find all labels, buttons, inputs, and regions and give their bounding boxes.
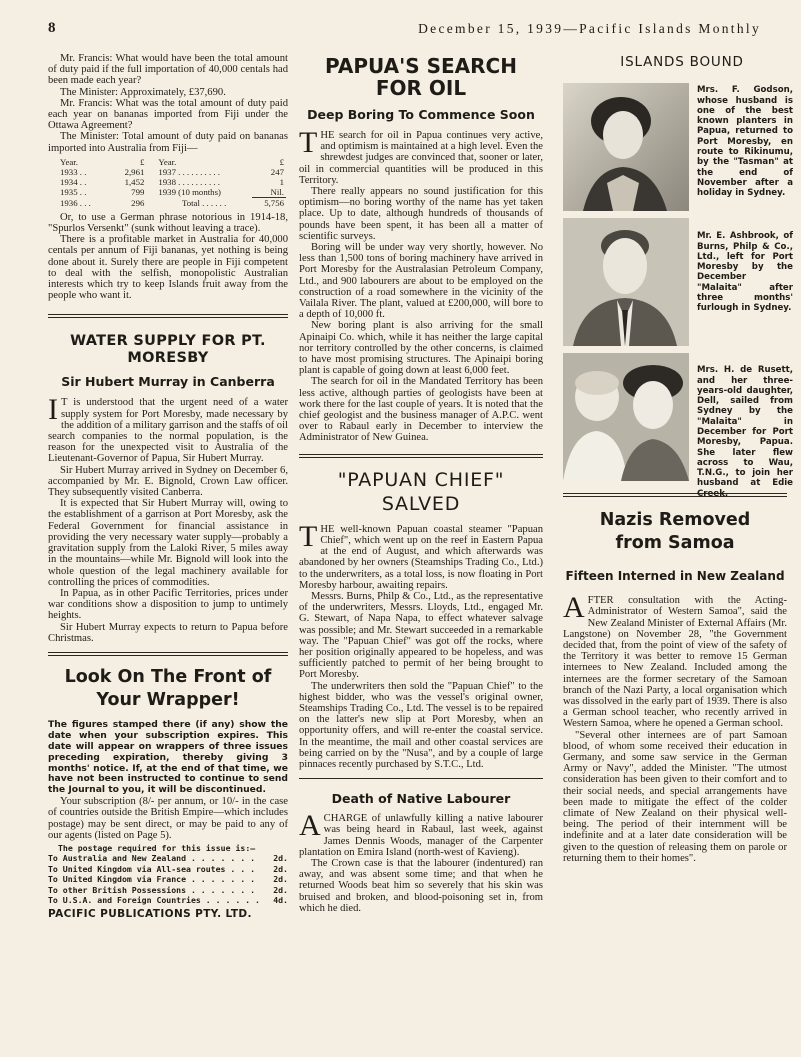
drop-cap: A <box>563 591 585 625</box>
table-row <box>58 187 286 198</box>
article-title <box>299 468 543 516</box>
postage-cost: 2d. <box>273 874 288 885</box>
portrait-photo-ashbrook <box>563 218 689 346</box>
section-divider <box>299 454 543 458</box>
paragraph: It is expected that Sir Hubert Murray will, owing to the establishment of a garrison at Port Moresby, ask the Federal Government for financial assistance in providing the very necessary water supply—probably a gravitation supply from the Laloki River, 5 miles away in the mountains—while Mr. Bignold will look into the whole question of the legal machinery available for controlling the prices of commodities. <box>48 498 288 588</box>
table-cell: 5,756 <box>252 197 286 208</box>
paragraph: The Minister: Total amount of duty paid on bananas imported into Australia from Fiji— <box>48 131 288 154</box>
paragraph: CHARGE of unlawfully killing a native labourer was being heard in Rabaul, last week, against James Dennis Woods, manager of the Carpenter plantation on Emira Island (north-west of Kavieng). <box>299 813 543 858</box>
list-item <box>48 864 288 874</box>
paragraph: The Crown case is that the labourer (indentured) ran away, and was absent some time; and that when he returned Woods beat him so severely that his skin was bruised and broken, and blood-poisoning set in, from which he died. <box>299 857 543 914</box>
table-cell: 2,961 <box>124 166 145 177</box>
page-header <box>40 20 761 40</box>
paragraph: Boring will be under way very shortly, however. No less than 1,500 tons of boring machinery have arrived in Port Moresby for the Australasian Petroleum Company, Ltd., and 900 labourers are about to be employed on the construction of a road somewhere in the vicinity of the Vailala River. The plant, valued at £200,000, will bore to a depth of 10,000 ft. <box>299 242 543 321</box>
portrait-photo-derusett <box>563 353 689 481</box>
postage-cost: 2d. <box>273 884 288 895</box>
drop-cap: T <box>299 519 318 553</box>
running-head: December 15, 1939—Pacific Islands Monthly <box>418 21 761 36</box>
mother-child-portrait-icon <box>563 353 689 481</box>
section-divider <box>48 652 288 656</box>
drop-cap: T <box>299 126 318 159</box>
table-row <box>58 167 286 177</box>
table-cell: 296 <box>131 197 145 208</box>
column-middle <box>299 46 543 914</box>
page-number: 8 <box>48 20 56 36</box>
drop-cap: A <box>299 809 321 843</box>
postage-cost: 2d. <box>273 853 288 864</box>
title-line: SALVED <box>381 492 461 515</box>
postage-destination: To United Kingdom via France . . . . . . . <box>48 874 256 885</box>
article-title: PAPUA'S SEARCH FOR OIL <box>325 54 517 100</box>
table-row <box>58 177 286 187</box>
paragraph: T is understood that the urgent need of a water supply system for Port Moresby, made necessary by the addition of a military garrison and the staffs of oil search companies to the normal population, is the reason for the unexpected visit to Australia of the Lieutenant-Governor of Papua, Sir Hubert Murray. <box>48 397 288 465</box>
section-title: ISLANDS BOUND <box>620 54 744 70</box>
postage-destination: To Australia and New Zealand . . . . . . . <box>48 853 256 864</box>
table-cell: 1,452 <box>124 176 145 187</box>
table-cell: £ <box>139 156 145 167</box>
article-title: WATER SUPPLY FOR PT. MORESBY <box>70 333 266 367</box>
table-cell: Nil. <box>270 186 284 197</box>
photo-caption: Mr. E. Ashbrook, of Burns, Philp & Co., Ltd., left for Port Moresby by the December "Malaita" after three months' furlough in Sydney. <box>697 231 793 314</box>
table-cell: £ <box>279 156 284 167</box>
postage-list <box>48 843 288 905</box>
table-cell: 799 <box>131 187 145 198</box>
column-right <box>563 46 801 864</box>
table-cell: 1935 . . <box>60 187 87 198</box>
column-left <box>48 46 288 920</box>
paragraph: Sir Hubert Murray arrived in Sydney on December 6, accompanied by Mr. E. Bignold, Crown Law officer. They subsequently visited Canberra. <box>48 464 288 499</box>
list-item <box>48 885 288 895</box>
table-cell: 1937 . . . . . . . . . . <box>158 166 220 177</box>
table-cell: Total . . . . . . <box>181 197 227 208</box>
postage-cost: 2d. <box>273 863 288 874</box>
section-divider <box>48 314 288 318</box>
postage-destination: To other British Possessions . . . . . . . <box>48 884 256 895</box>
photo-feature <box>563 83 801 499</box>
table-cell: Year. <box>60 156 78 167</box>
woman-portrait-icon <box>563 83 689 211</box>
table-cell: 1933 . . <box>60 166 87 177</box>
duty-table <box>58 157 286 208</box>
table-cell: 1938 . . . . . . . . . . <box>158 176 220 187</box>
paragraph: New boring plant is also arriving for the small Apinaipi Co. which, while it has neither the large capital nor territory controlled by the other concerns, is claimed to have most promising structures. The Apinaipi boring plant is capable of going down at least 6,000 feet. <box>299 320 543 377</box>
paragraph: The Minister: Approximately, £37,690. <box>60 86 226 98</box>
notice-title: Look On The Front of Your Wrapper! <box>64 666 272 710</box>
table-cell: 1934 . . <box>60 176 87 187</box>
postage-heading-text: The postage required for this issue is:— <box>58 843 256 854</box>
paragraph: Mr. Francis: What would have been the total amount of duty paid if the full importation of 40,000 centals had been made each year? <box>48 53 288 87</box>
postage-cost: 4d. <box>273 895 288 906</box>
article-body <box>299 126 543 444</box>
list-item <box>48 895 288 905</box>
paragraph: "Several other internees are of part Samoan blood, of whom some received their education in Germany, and some saw service in the German Army or Navy", added the Minister. "The utmost consideration has been given to their comfort and to their social needs, and special arrangements have been made to mitigate the effect of the colder climate of New Zealand on their physical well-being. The period of their internment will be indefinite and at a later date consideration will be given to the question of releasing them on parole or returning them to their homes". <box>563 729 787 864</box>
man-portrait-icon <box>563 218 689 346</box>
paragraph: FTER consultation with the Acting-Administrator of Western Samoa", said the New Zealand Minister of External Affairs (Mr. Langstone) on November 28, "the Government decided that, from the point of view of the safety of the Territory it was better to remove 15 German internees to New Zealand. Included among the internees are the former secretary of the Samoan branch of the Nazi Party, a local organisation which was dissolved in the early part of 1939. There is also a German school teacher, who recently arrived in Western Samoa, where he opened a German school. <box>563 595 787 730</box>
article-body <box>299 809 543 914</box>
article-title: Death of Native Labourer <box>331 791 511 807</box>
notice-body: The figures stamped there (if any) show the date when your subscription expires. This date will appear on wrappers of three issues preceding expiration, thereby giving 3 months' notice. If, at the end of that time, we have not been instructed to continue to send the Journal to you, it will be discontinued. <box>48 718 288 796</box>
table-cell: 247 <box>270 166 284 177</box>
drop-cap: I <box>48 393 58 427</box>
table-row <box>58 197 286 208</box>
title-line: "PAPUAN CHIEF" <box>337 468 505 491</box>
paragraph: The search for oil in the Mandated Territory has been less active, although parties of geologists have been at work there for the last couple of years. It is noted that the chief geologist and the business manager of A.P.C. went over to Rabaul early in December to interview the Administrator of New Guinea. <box>299 376 543 444</box>
table-cell: 1 <box>279 176 284 187</box>
paragraph: In Papua, as in other Pacific Territories, prices under war conditions show a disposition to jump to untimely heights. <box>48 587 288 622</box>
article-body <box>48 393 288 644</box>
table-cell: 1939 (10 months) <box>158 187 221 198</box>
table-cell: Year. <box>158 156 177 167</box>
paragraph: Your subscription (8/- per annum, or 10/- in the case of countries outside the British Empire—which includes postage) may be sent direct, or may be paid to any of our agents (listed on Page 5). <box>48 796 288 841</box>
list-item <box>48 853 288 863</box>
paragraph: There really appears no sound justification for this optimism—no boring worthy of the name has yet taken place. Up to date, although hundreds of thousands of pounds have been spent, it has been all a matter of scientific surveys. <box>299 186 543 242</box>
article-body <box>563 591 787 864</box>
article-title: Nazis Removed from Samoa <box>599 510 751 554</box>
paragraph: Mr. Francis: What was the total amount of duty paid each year on bananas imported from Fiji under the Ottawa Agreement? <box>48 97 288 132</box>
paragraph: Sir Hubert Murray expects to return to Papua before Christmas. <box>48 621 288 644</box>
article-subtitle: Sir Hubert Murray in Canberra <box>61 374 275 390</box>
article-subtitle: Fifteen Interned in New Zealand <box>565 569 785 584</box>
paragraph: Or, to use a German phrase notorious in 1914-18, "Spurlos Versenkt" (sunk without leaving a trace). <box>48 211 288 235</box>
photo-caption: Mrs. H. de Rusett, and her three-years-old daughter, Dell, sailed from Sydney by the "Malaita" in December for Port Moresby, Papua. She later flew across to Wau, T.N.G., to join her husband at Edie Creek. <box>697 365 793 499</box>
table-row <box>58 157 286 167</box>
article-subtitle: Deep Boring To Commence Soon <box>307 107 535 122</box>
table-cell: 1936 . . . <box>60 197 91 208</box>
paragraph: The underwriters then sold the "Papuan Chief" to the highest bidder, who was the vessel's original owner, Steamships Trading Co., Ltd. The vessel is to be repaired on the latter's new slip at Port Moresby, when an opportunity offers, and will re-enter the coastal service. In the meantime, the mail and other coastal services are being carried on by the "Nusa", and by a couple of large pinnaces recently purchased by S.T.C., Ltd. <box>299 680 543 770</box>
postage-destination: To U.S.A. and Foreign Countries . . . . . . <box>48 895 260 906</box>
section-divider <box>299 778 543 779</box>
paragraph: Messrs. Burns, Philp & Co., Ltd., as the representative of the underwriters, Messrs. Lloyds, Ltd., engaged Mr. G. Stewart, of Napa Napa, to effect whatever salvage was possible; and Mr. Stewart succeeded in a remarkable way. The "Papuan Chief" was got off the rocks, where her position originally appeared to be hopeless, and was sufficiently patched to permit of her being brought to Port Moresby. <box>299 590 543 681</box>
postage-destination: To United Kingdom via All-sea routes . . . <box>48 863 256 874</box>
publisher-name: PACIFIC PUBLICATIONS PTY. LTD. <box>48 907 252 920</box>
portrait-photo-godson <box>563 83 689 211</box>
paragraph: There is a profitable market in Australia for 40,000 centals per annum of Fiji bananas, yet nothing is being done about it. Surely there are people in Fiji competent to deal with the selfish, monopolistic Australian interests which try to keep Islands fruit away from the people who want it. <box>48 234 288 302</box>
paragraph: HE search for oil in Papua continues very active, and optimism is maintained at a high level. Even the shrewdest judges are convinced that, sooner or later, oil in commercial quantities will be produced in this Territory. <box>299 130 543 186</box>
list-item <box>48 874 288 884</box>
article-body <box>299 519 543 770</box>
photo-caption: Mrs. F. Godson, whose husband is one of the best known planters in Papua, returned to Port Moresby, en route to Rikinumu, by the "Tasman" at the end of November after a holiday in Sydney. <box>697 85 793 199</box>
postage-heading <box>48 843 288 853</box>
paragraph: HE well-known Papuan coastal steamer "Papuan Chief", which went up on the reef in Eastern Papua at the end of August, and which afterwards was abandoned by her owners (Steamships Trading Co., Ltd.) to the underwriters, as a total loss, is now floating in Port Moresby harbour, awaiting repairs. <box>299 523 543 591</box>
